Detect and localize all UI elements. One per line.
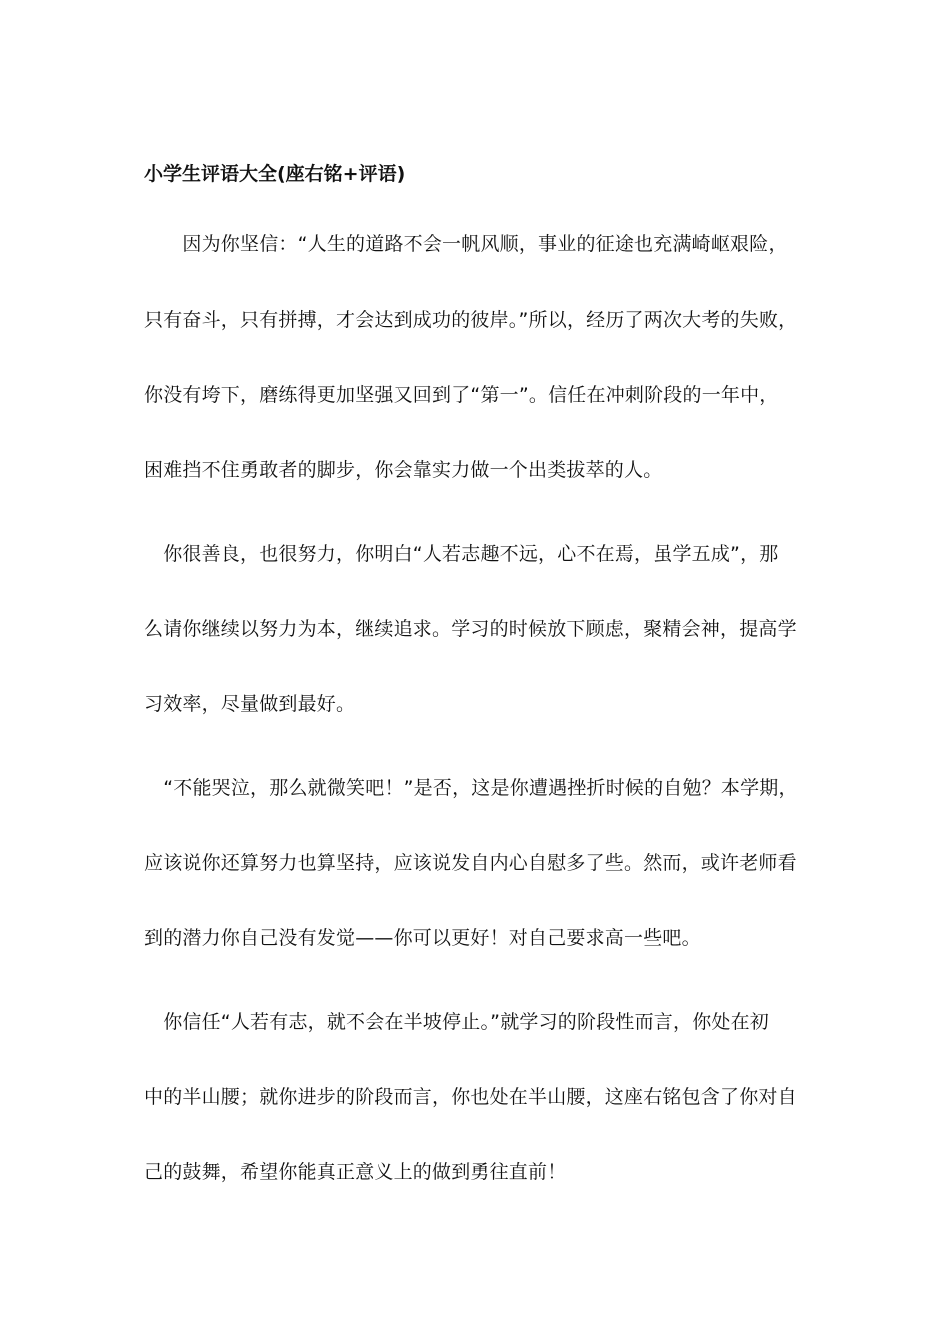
document-title: 小学生评语大全(座右铭+评语) bbox=[144, 163, 406, 185]
paragraph-2-line-2: 么请你继续以努力为本，继续追求。学习的时候放下顾虑，聚精会神，提高学 bbox=[144, 618, 797, 640]
paragraph-1-line-1: 因为你坚信：“人生的道路不会一帆风顺，事业的征途也充满崎岖艰险， bbox=[144, 233, 788, 255]
paragraph-3-line-3: 到的潜力你自己没有发觉——你可以更好！对自己要求高一些吧。 bbox=[144, 927, 701, 949]
paragraph-1-line-4: 困难挡不住勇敢者的脚步，你会靠实力做一个出类拔萃的人。 bbox=[144, 459, 663, 481]
paragraph-4-line-1: 你信任“人若有志，就不会在半坡停止。”就学习的阶段性而言，你处在初 bbox=[144, 1011, 769, 1033]
paragraph-4-line-3: 己的鼓舞，希望你能真正意义上的做到勇往直前！ bbox=[144, 1161, 567, 1183]
paragraph-1-line-3: 你没有垮下，磨练得更加坚强又回到了“第一”。信任在冲刺阶段的一年中， bbox=[144, 384, 779, 406]
paragraph-2-line-3: 习效率，尽量做到最好。 bbox=[144, 693, 356, 715]
paragraph-4-line-2: 中的半山腰；就你进步的阶段而言，你也处在半山腰，这座右铭包含了你对自 bbox=[144, 1086, 797, 1108]
paragraph-3-line-1: “不能哭泣，那么就微笑吧！”是否，这是你遭遇挫折时候的自勉？本学期， bbox=[144, 777, 798, 799]
paragraph-2-line-1: 你很善良，也很努力，你明白“人若志趣不远，心不在焉，虽学五成”，那 bbox=[144, 543, 779, 565]
paragraph-1-line-2: 只有奋斗，只有拼搏，才会达到成功的彼岸。”所以，经历了两次大考的失败， bbox=[144, 309, 798, 331]
paragraph-3-line-2: 应该说你还算努力也算坚持，应该说发自内心自慰多了些。然而，或许老师看 bbox=[144, 852, 797, 874]
